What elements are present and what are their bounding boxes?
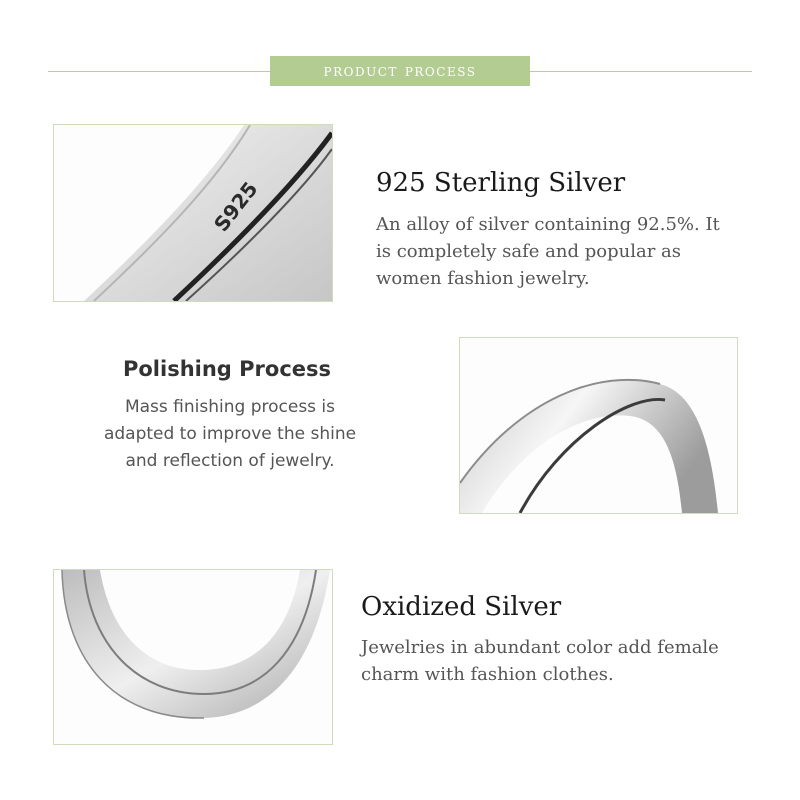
description-line: An alloy of silver containing 92.5%. It [376,214,720,235]
description-line: Mass finishing process is [124,397,336,417]
description-line: Jewelries in abundant color add female [361,637,719,658]
description-line: adapted to improve the shine [103,424,357,444]
polishing-process-title: Polishing Process [122,357,332,381]
section-banner [270,56,530,86]
sterling-silver-title: 925 Sterling Silver [376,168,626,198]
polishing-process-description [80,394,380,475]
ring-curve-illustration [54,570,332,744]
s925-stamp: S925 [209,177,263,237]
banner-title: product process [323,61,477,81]
sterling-silver-ring-image [53,124,333,302]
ring-arc-illustration [460,338,737,513]
description-line: and reflection of jewelry. [125,451,335,471]
ring-closeup-illustration [54,125,332,301]
header-divider-right [530,71,752,72]
description-line: charm with fashion clothes. [361,664,614,685]
description-line: is completely safe and popular as [376,241,681,262]
oxidized-silver-description [361,634,719,688]
polished-ring-image [459,337,738,514]
description-line: women fashion jewelry. [376,268,590,289]
oxidized-silver-title: Oxidized Silver [361,592,562,622]
header-divider-left [48,71,270,72]
sterling-silver-description [376,211,720,292]
oxidized-ring-image [53,569,333,745]
